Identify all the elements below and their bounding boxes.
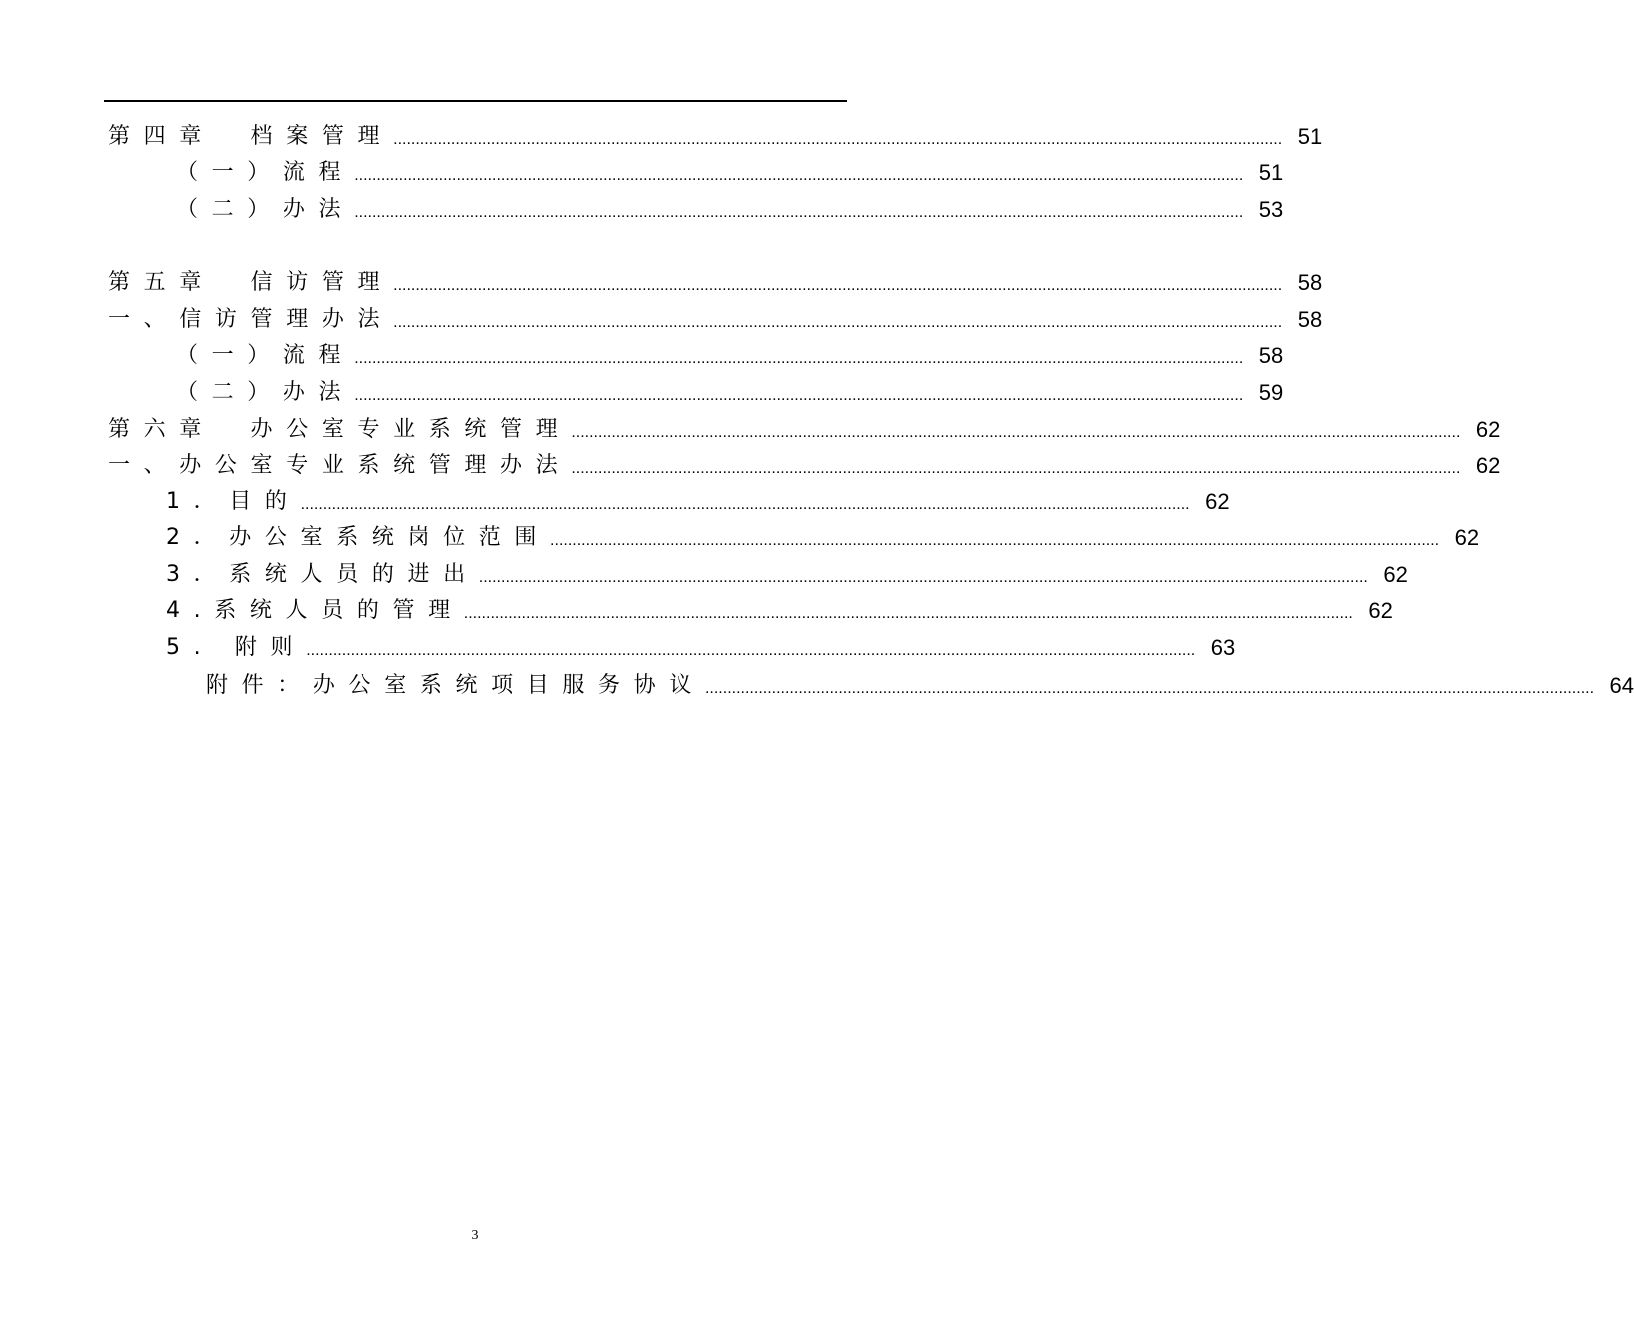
toc-entry-title: 5. 附则 bbox=[166, 635, 307, 660]
toc-entry-6-4[interactable] bbox=[166, 596, 1393, 626]
toc-entry-appendix[interactable] bbox=[206, 671, 1634, 701]
toc-leader-dots: ........................................................................................................................................................................................................ bbox=[354, 387, 1244, 404]
toc-entry-title: 附件：办公室系统项目服务协议 bbox=[206, 673, 705, 698]
toc-entry-4-1[interactable] bbox=[176, 158, 1284, 188]
toc-entry-title: 1．目的 bbox=[166, 489, 301, 514]
toc-entry-page: 62 bbox=[1454, 525, 1480, 550]
toc-entry-page: 53 bbox=[1258, 197, 1284, 222]
toc-entry-page: 59 bbox=[1258, 380, 1284, 405]
toc-entry-page: 58 bbox=[1297, 270, 1323, 295]
toc-leader-dots: ........................................................................................................................................................................................................ bbox=[550, 532, 1440, 549]
header-rule bbox=[104, 100, 847, 102]
toc-entry-title: （一）流程 bbox=[176, 160, 355, 185]
toc-leader-dots: ........................................................................................................................................................................................................ bbox=[571, 424, 1461, 441]
toc-leader-dots: ........................................................................................................................................................................................................ bbox=[571, 460, 1461, 477]
toc-entry-title: 第六章 办公室专业系统管理 bbox=[108, 417, 572, 442]
toc-leader-dots: ........................................................................................................................................................................................................ bbox=[393, 277, 1283, 294]
toc-leader-dots: ........................................................................................................................................................................................................ bbox=[354, 204, 1244, 221]
toc-entry-6-section-1[interactable] bbox=[108, 451, 1501, 481]
toc-entry-title: （二）办法 bbox=[176, 197, 355, 222]
toc-entry-page: 64 bbox=[1609, 673, 1634, 698]
page-number: 3 bbox=[471, 1228, 479, 1243]
toc-entry-chapter-6[interactable] bbox=[108, 415, 1501, 445]
toc-entry-page: 62 bbox=[1383, 562, 1408, 587]
toc-leader-dots: ........................................................................................................................................................................................................ bbox=[704, 680, 1595, 697]
toc-entry-chapter-4[interactable] bbox=[108, 122, 1323, 152]
toc-entry-title: 3．系统人员的进出 bbox=[166, 562, 479, 587]
toc-leader-dots: ........................................................................................................................................................................................................ bbox=[306, 642, 1196, 659]
toc-entry-page: 62 bbox=[1368, 598, 1393, 623]
toc-entry-page: 51 bbox=[1297, 124, 1323, 149]
toc-entry-6-3[interactable] bbox=[166, 560, 1408, 590]
toc-leader-dots: ........................................................................................................................................................................................................ bbox=[478, 569, 1368, 586]
toc-entry-6-2[interactable] bbox=[166, 523, 1480, 553]
toc-entry-5-1[interactable] bbox=[176, 341, 1284, 371]
toc-entry-title: 第四章 档案管理 bbox=[108, 124, 394, 149]
toc-leader-dots: ........................................................................................................................................................................................................ bbox=[354, 167, 1244, 184]
toc-entry-page: 62 bbox=[1475, 417, 1501, 442]
toc-leader-dots: ........................................................................................................................................................................................................ bbox=[393, 314, 1283, 331]
toc-leader-dots: ........................................................................................................................................................................................................ bbox=[354, 350, 1244, 367]
toc-entry-title: 一、信访管理办法 bbox=[108, 307, 394, 332]
toc-entry-page: 58 bbox=[1297, 307, 1323, 332]
toc-entry-title: （二）办法 bbox=[176, 380, 355, 405]
toc-entry-5-section-1[interactable] bbox=[108, 305, 1323, 335]
toc-entry-title: 2．办公室系统岗位范围 bbox=[166, 525, 551, 550]
toc-entry-page: 62 bbox=[1205, 489, 1230, 514]
toc-entry-6-5[interactable] bbox=[166, 633, 1236, 663]
toc-entry-page: 62 bbox=[1475, 453, 1501, 478]
toc-entry-title: 4.系统人员的管理 bbox=[166, 598, 464, 623]
toc-entry-page: 63 bbox=[1210, 635, 1236, 660]
toc-leader-dots: ........................................................................................................................................................................................................ bbox=[463, 605, 1353, 622]
toc-entry-title: 第五章 信访管理 bbox=[108, 270, 394, 295]
toc-entry-4-2[interactable] bbox=[176, 195, 1284, 225]
toc-entry-page: 58 bbox=[1258, 343, 1284, 368]
toc-entry-title: 一、办公室专业系统管理办法 bbox=[108, 453, 572, 478]
toc-entry-page: 51 bbox=[1258, 160, 1284, 185]
toc-leader-dots: ........................................................................................................................................................................................................ bbox=[300, 496, 1190, 513]
toc-entry-5-2[interactable] bbox=[176, 378, 1284, 408]
toc-entry-6-1[interactable] bbox=[166, 487, 1230, 517]
toc-entry-chapter-5[interactable] bbox=[108, 268, 1323, 298]
toc-entry-title: （一）流程 bbox=[176, 343, 355, 368]
toc-leader-dots: ........................................................................................................................................................................................................ bbox=[393, 131, 1283, 148]
